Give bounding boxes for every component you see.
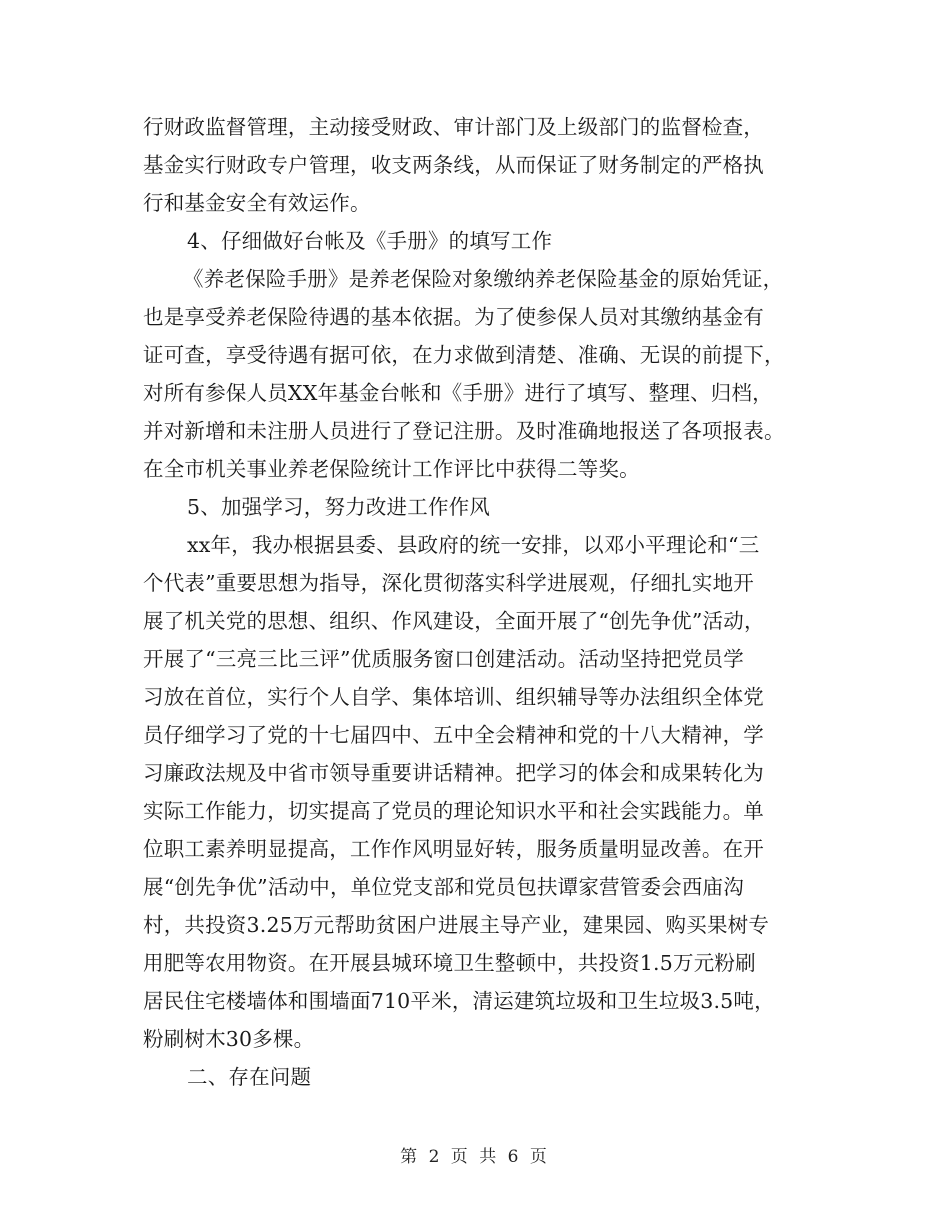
- text-line: 行财政监督管理，主动接受财政、审计部门及上级部门的监督检查，: [143, 115, 764, 139]
- text-line: 村，共投资3.25万元帮助贫困户进展主导产业，建果园、购买果树专: [143, 913, 770, 937]
- page-number-footer: 第 2 页 共 6 页: [400, 1147, 550, 1167]
- section-heading: 5、加强学习，努力改进工作作风: [187, 495, 491, 519]
- text-line: 展“创先争优”活动中，单位党支部和党员包扶谭家营管委会西庙沟: [143, 875, 744, 899]
- text-line: 员仔细学习了党的十七届四中、五中全会精神和党的十八大精神，学: [143, 723, 764, 747]
- text-line: 展了机关党的思想、组织、作风建设，全面开展了“创先争优”活动，: [143, 609, 765, 633]
- text-line: 习廉政法规及中省市领导重要讲话精神。把学习的体会和成果转化为: [143, 761, 764, 785]
- section-heading: 二、存在问题: [187, 1065, 312, 1089]
- section-heading: 4、仔细做好台帐及《手册》的填写工作: [187, 229, 553, 253]
- text-line: 在全市机关事业养老保险统计工作评比中获得二等奖。: [143, 457, 640, 481]
- text-line: 证可查，享受待遇有据可依，在力求做到清楚、准确、无误的前提下，: [143, 343, 785, 367]
- text-line: 实际工作能力，切实提高了党员的理论知识水平和社会实践能力。单: [143, 799, 764, 823]
- paragraph-start: 《养老保险手册》是养老保险对象缴纳养老保险基金的原始凭证，: [183, 267, 784, 291]
- text-line: 并对新增和未注册人员进行了登记注册。及时准确地报送了各项报表。: [143, 419, 785, 443]
- text-line: 位职工素养明显提高，工作作风明显好转，服务质量明显改善。在开: [143, 837, 764, 861]
- text-line: 居民住宅楼墙体和围墙面710平米，清运建筑垃圾和卫生垃圾3.5吨，: [143, 989, 775, 1013]
- text-line: 对所有参保人员XX年基金台帐和《手册》进行了填写、整理、归档，: [143, 381, 773, 405]
- text-line: 也是享受养老保险待遇的基本依据。为了使参保人员对其缴纳基金有: [143, 305, 764, 329]
- paragraph-start: xx年，我办根据县委、县政府的统一安排，以邓小平理论和“三: [187, 533, 760, 557]
- text-line: 个代表”重要思想为指导，深化贯彻落实科学进展观，仔细扎实地开: [143, 571, 754, 595]
- text-line: 粉刷树木30多棵。: [143, 1027, 315, 1051]
- text-line: 习放在首位，实行个人自学、集体培训、组织辅导等办法组织全体党: [143, 685, 764, 709]
- document-body: [143, 108, 813, 1096]
- text-line: 用肥等农用物资。在开展县城环境卫生整顿中，共投资1.5万元粉刷: [143, 951, 756, 975]
- text-line: 基金实行财政专户管理，收支两条线，从而保证了财务制定的严格执: [143, 153, 764, 177]
- text-line: 开展了“三亮三比三评”优质服务窗口创建活动。活动坚持把党员学: [143, 647, 744, 671]
- text-line: 行和基金安全有效运作。: [143, 191, 371, 215]
